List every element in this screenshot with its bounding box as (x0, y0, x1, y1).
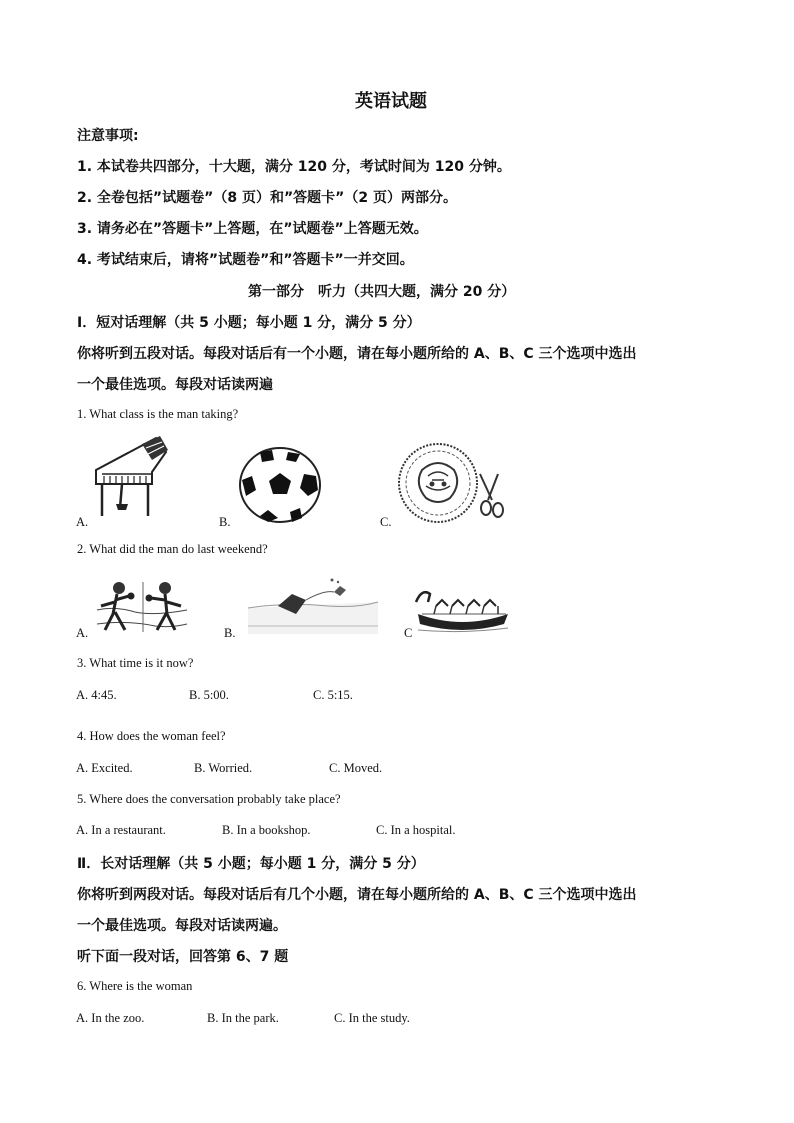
question-text: 1. What class is the man taking? (77, 407, 239, 421)
dragon-boat-icon (412, 584, 512, 636)
option-label: C. In a hospital. (376, 823, 456, 837)
piano-icon (92, 432, 174, 520)
sub-heading: 听下面一段对话，回答第 6、7 题 (77, 949, 289, 965)
section-instruction: 你将听到五段对话。每段对话后有一个小题，请在每小题所给的 A、B、C 三个选项中选出 (77, 346, 637, 362)
option-label: A. In a restaurant. (76, 823, 166, 837)
question-text: 5. Where does the conversation probably take place? (77, 792, 341, 806)
section-instruction: 你将听到两段对话。每段对话后有几个小题，请在每小题所给的 A、B、C 三个选项中选出 (77, 887, 637, 903)
option-label: C (404, 626, 413, 640)
notice-item: 1. 本试卷共四部分，十大题，满分 120 分，考试时间为 120 分钟。 (77, 159, 511, 175)
notice-heading: 注意事项: (77, 128, 139, 144)
notice-item: 4. 考试结束后，请将”试题卷”和”答题卡”一并交回。 (77, 252, 414, 268)
section-instruction: 一个最佳选项。每段对话读两遍 (77, 377, 273, 393)
part-heading: 第一部分 听力（共四大题，满分 20 分） (248, 284, 516, 300)
section-heading: Ⅱ．长对话理解（共 5 小题；每小题 1 分，满分 5 分） (77, 856, 425, 872)
option-label: A. (76, 626, 89, 640)
option-label: B. Worried. (194, 761, 253, 775)
option-label: B. 5:00. (189, 688, 229, 702)
option-label: C. In the study. (334, 1011, 410, 1025)
section-instruction: 一个最佳选项。每段对话读两遍。 (77, 918, 287, 934)
option-label: C. (380, 515, 392, 529)
soccer-ball-icon (238, 446, 322, 524)
option-label: A. Excited. (76, 761, 133, 775)
paper-cut-icon (396, 440, 508, 526)
option-label: A. (76, 515, 89, 529)
question-text: 3. What time is it now? (77, 656, 194, 670)
notice-item: 2. 全卷包括”试题卷”（8 页）和”答题卡”（2 页）两部分。 (77, 190, 457, 206)
option-label: A. In the zoo. (76, 1011, 145, 1025)
question-text: 4. How does the woman feel? (77, 729, 226, 743)
option-label: C. 5:15. (313, 688, 353, 702)
question-text: 2. What did the man do last weekend? (77, 542, 268, 556)
option-label: B. In a bookshop. (222, 823, 311, 837)
question-text: 6. Where is the woman (77, 979, 193, 993)
notice-item: 3. 请务必在”答题卡”上答题，在”试题卷”上答题无效。 (77, 221, 428, 237)
option-label: B. (224, 626, 236, 640)
section-heading: Ⅰ．短对话理解（共 5 小题；每小题 1 分，满分 5 分） (77, 315, 421, 331)
kite-icon (248, 572, 378, 634)
option-label: A. 4:45. (76, 688, 117, 702)
option-label: B. In the park. (207, 1011, 279, 1025)
boxing-icon (95, 576, 189, 634)
option-label: C. Moved. (329, 761, 383, 775)
page-title: 英语试题 (355, 91, 427, 112)
option-label: B. (219, 515, 231, 529)
